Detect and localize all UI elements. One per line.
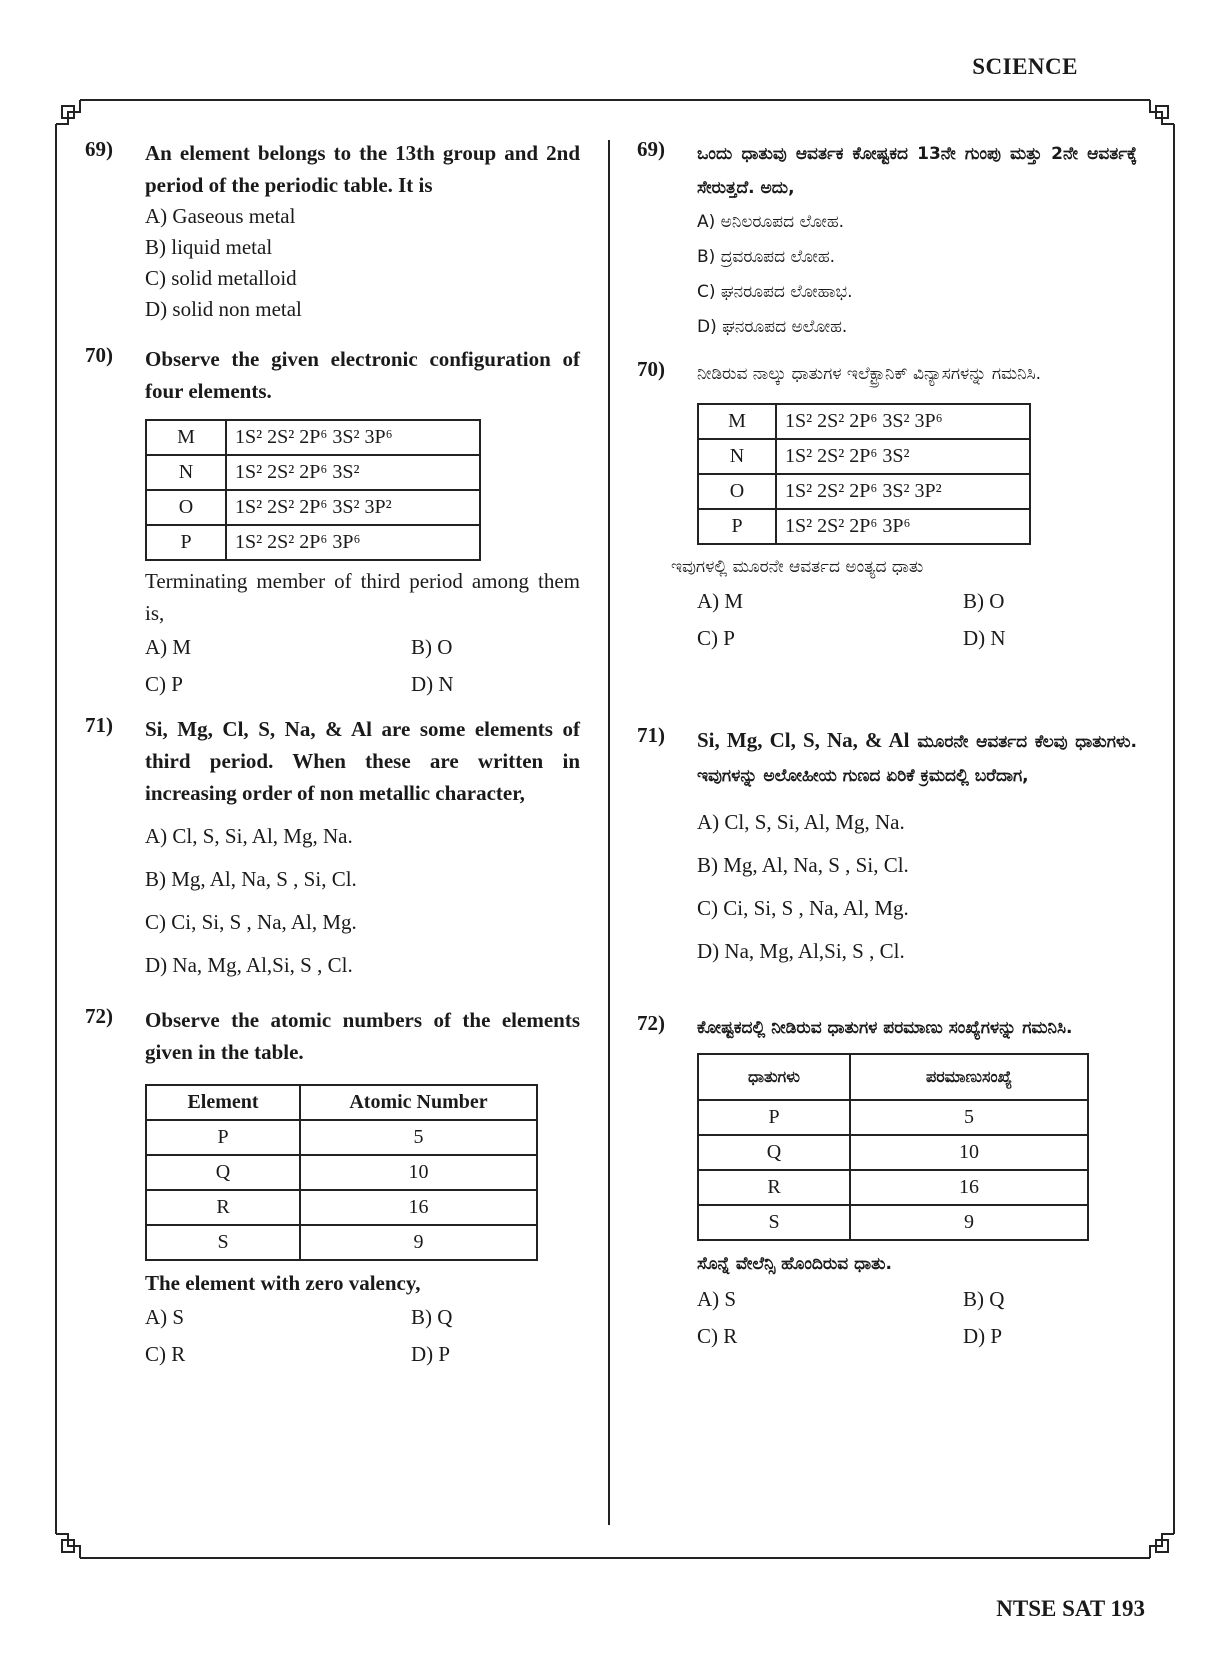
table-row (698, 439, 1030, 474)
question-stem: ನೀಡಿರುವ ನಾಲ್ಕು ಧಾತುಗಳ ಇಲೆಕ್ಟ್ರಾನಿಕ್ ವಿನ್ಯಾಸಗಳನ್ನು ಗಮನಿಸಿ. (697, 364, 1042, 384)
table-cell: 1S² 2S² 2P⁶ 3P⁶ (776, 509, 1030, 544)
table-row (698, 474, 1030, 509)
table-header: Atomic Number (300, 1085, 537, 1120)
table-cell: 9 (300, 1225, 537, 1260)
option-b: B) O (411, 635, 453, 659)
question-stem: ಒಂದು ಧಾತುವು ಆವರ್ತಕ ಕೋಷ್ಟಕದ 13ನೇ ಗುಂಪು ಮತ್ತು 2ನೇ ಆವರ್ತಕ್ಕೆ ಸೇರುತ್ತದೆ. ಅದು, (697, 144, 1137, 198)
option-b: B) liquid metal (145, 235, 273, 259)
question-followup: The element with zero valency, (145, 1271, 421, 1295)
question-number: 71) (637, 723, 665, 747)
question-stem: An element belongs to the 13th group and 2nd period of the periodic table. It is (145, 141, 580, 197)
question-followup: ಸೊನ್ನೆ ವೇಲೆನ್ಸಿ ಹೊಂದಿರುವ ಧಾತು. (697, 1254, 892, 1274)
option-c: C) R (145, 1342, 186, 1366)
table-cell: R (698, 1170, 850, 1205)
option-c: C) ಘನರೂಪದ ಲೋಹಾಭ. (697, 282, 853, 302)
question-69-kannada (637, 137, 1137, 345)
electron-config-table (697, 403, 1031, 545)
option-b: B) Q (411, 1305, 453, 1329)
question-69 (85, 137, 580, 325)
question-72-kannada (637, 1011, 1137, 1355)
option-d: D) solid non metal (145, 297, 302, 321)
option-a: A) ಅನಿಲರೂಪದ ಲೋಹ. (697, 212, 845, 232)
table-cell: 10 (850, 1135, 1088, 1170)
question-number: 70) (637, 357, 665, 381)
option-b: B) O (963, 589, 1005, 613)
table-header: ಪರಮಾಣುಸಂಖ್ಯೆ (850, 1054, 1088, 1100)
question-71 (85, 713, 580, 987)
option-a: A) Gaseous metal (145, 204, 296, 228)
question-stem: Si, Mg, Cl, S, Na, & Al are some elements of third period. When these are written in increasing order of non metallic character, (145, 717, 580, 805)
question-stem-elements: Si, Mg, Cl, S, Na, & Al (697, 728, 910, 752)
table-cell: S (698, 1205, 850, 1240)
table-cell: O (698, 474, 776, 509)
table-cell: 1S² 2S² 2P⁶ 3S² 3P² (776, 474, 1030, 509)
table-cell: Q (698, 1135, 850, 1170)
option-d: D) N (963, 626, 1006, 650)
table-cell: 10 (300, 1155, 537, 1190)
table-row (698, 1135, 1088, 1170)
option-a: A) M (145, 635, 192, 659)
table-cell: Q (146, 1155, 300, 1190)
option-a: A) Cl, S, Si, Al, Mg, Na. (697, 810, 905, 834)
question-71-kannada (637, 723, 1137, 973)
table-cell: 1S² 2S² 2P⁶ 3S² 3P⁶ (226, 420, 480, 455)
question-72 (85, 1004, 580, 1373)
option-c: C) P (145, 672, 183, 696)
option-c: C) Ci, Si, S , Na, Al, Mg. (697, 896, 909, 920)
table-cell: S (146, 1225, 300, 1260)
option-a: A) S (145, 1305, 185, 1329)
question-70-kannada (637, 357, 1137, 657)
question-70 (85, 343, 580, 703)
table-cell: 16 (300, 1190, 537, 1225)
table-cell: P (146, 1120, 300, 1155)
option-a: A) S (697, 1287, 737, 1311)
question-stem: Observe the atomic numbers of the elements given in the table. (145, 1008, 580, 1064)
column-divider (608, 140, 610, 1525)
question-number: 72) (637, 1011, 665, 1035)
question-number: 70) (85, 343, 113, 367)
table-row (698, 1205, 1088, 1240)
option-d: D) N (411, 672, 454, 696)
question-stem: ಕೋಷ್ಟಕದಲ್ಲಿ ನೀಡಿರುವ ಧಾತುಗಳ ಪರಮಾಣು ಸಂಖ್ಯೆಗಳನ್ನು ಗಮನಿಸಿ. (697, 1018, 1073, 1038)
option-b: B) Mg, Al, Na, S , Si, Cl. (697, 853, 909, 877)
section-header: SCIENCE (972, 54, 1078, 79)
table-row (698, 509, 1030, 544)
table-header: ಧಾತುಗಳು (698, 1054, 850, 1100)
atomic-number-table (697, 1053, 1089, 1241)
table-row (698, 1100, 1088, 1135)
page-footer: NTSE SAT 193 (996, 1596, 1145, 1621)
option-b: B) ದ್ರವರೂಪದ ಲೋಹ. (697, 247, 836, 267)
table-cell: 1S² 2S² 2P⁶ 3P⁶ (226, 525, 480, 560)
question-number: 71) (85, 713, 113, 737)
table-cell: M (146, 420, 226, 455)
question-number: 69) (85, 137, 113, 161)
table-cell: 1S² 2S² 2P⁶ 3S² 3P² (226, 490, 480, 525)
table-cell: 1S² 2S² 2P⁶ 3S² 3P⁶ (776, 404, 1030, 439)
table-cell: P (698, 1100, 850, 1135)
option-d: D) P (963, 1324, 1003, 1348)
table-cell: N (698, 439, 776, 474)
question-followup: Terminating member of third period among them is, (145, 569, 580, 625)
table-header-row (698, 1054, 1088, 1100)
option-b: B) Q (963, 1287, 1005, 1311)
table-cell: R (146, 1190, 300, 1225)
table-cell: 5 (300, 1120, 537, 1155)
table-cell: N (146, 455, 226, 490)
table-header: Element (146, 1085, 300, 1120)
option-c: C) P (697, 626, 735, 650)
table-cell: 5 (850, 1100, 1088, 1135)
table-cell: 1S² 2S² 2P⁶ 3S² (226, 455, 480, 490)
option-d: D) Na, Mg, Al,Si, S , Cl. (697, 939, 905, 963)
atomic-number-table (145, 1084, 538, 1261)
option-d: D) ಘನರೂಪದ ಅಲೋಹ. (697, 317, 848, 337)
table-cell: O (146, 490, 226, 525)
table-cell: 1S² 2S² 2P⁶ 3S² (776, 439, 1030, 474)
table-row (146, 455, 480, 490)
option-d: D) Na, Mg, Al,Si, S , Cl. (145, 953, 353, 977)
table-row (146, 1155, 537, 1190)
table-row (146, 1225, 537, 1260)
table-cell: 16 (850, 1170, 1088, 1205)
option-a: A) M (697, 589, 744, 613)
option-c: C) solid metalloid (145, 266, 297, 290)
table-cell: 9 (850, 1205, 1088, 1240)
table-row (146, 490, 480, 525)
option-b: B) Mg, Al, Na, S , Si, Cl. (145, 867, 357, 891)
option-a: A) Cl, S, Si, Al, Mg, Na. (145, 824, 353, 848)
option-c: C) R (697, 1324, 738, 1348)
question-number: 72) (85, 1004, 113, 1028)
table-row (146, 525, 480, 560)
question-followup: ಇವುಗಳಲ್ಲಿ ಮೂರನೇ ಆವರ್ತದ ಅಂತ್ಯದ ಧಾತು (671, 557, 924, 577)
table-row (146, 1120, 537, 1155)
table-row (146, 420, 480, 455)
table-row (698, 1170, 1088, 1205)
table-cell: P (146, 525, 226, 560)
table-cell: M (698, 404, 776, 439)
table-cell: P (698, 509, 776, 544)
question-stem: Observe the given electronic configuration of four elements. (145, 347, 580, 403)
table-header-row (146, 1085, 537, 1120)
electron-config-table (145, 419, 481, 561)
question-number: 69) (637, 137, 665, 161)
table-row (146, 1190, 537, 1225)
option-c: C) Ci, Si, S , Na, Al, Mg. (145, 910, 357, 934)
option-d: D) P (411, 1342, 451, 1366)
question-stem: ಮೂರನೇ ಆವರ್ತದ ಕೆಲವು ಧಾತುಗಳು. ಇವುಗಳನ್ನು ಅಲೋಹೀಯ ಗುಣದ ಏರಿಕೆ ಕ್ರಮದಲ್ಲಿ ಬರೆದಾಗ, (697, 732, 1138, 786)
table-row (698, 404, 1030, 439)
